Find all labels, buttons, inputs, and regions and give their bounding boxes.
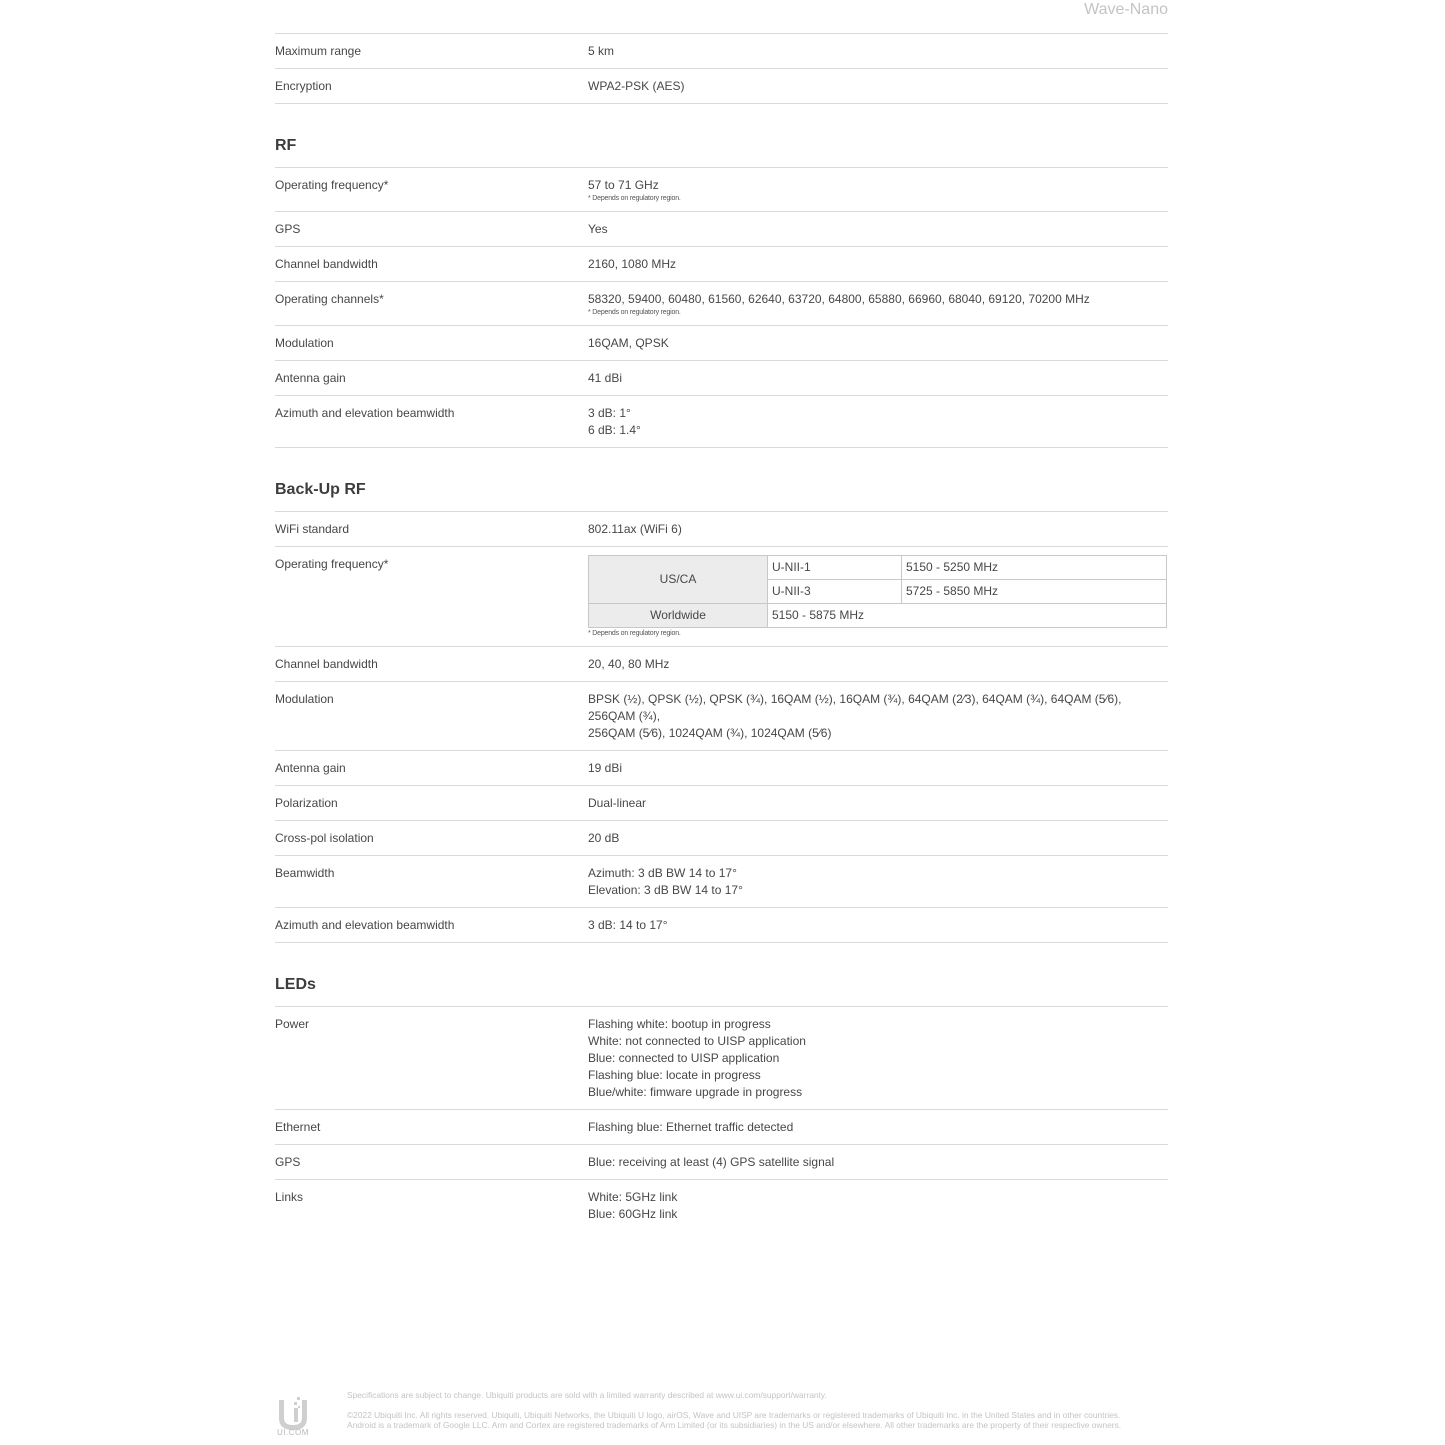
- region-worldwide: Worldwide: [589, 604, 768, 628]
- spec-value: [588, 291, 1168, 317]
- band-unii-3: U-NII-3: [768, 580, 902, 604]
- legal-text: [347, 1390, 1137, 1430]
- worldwide-range: 5150 - 5875 MHz: [768, 604, 1167, 628]
- spec-label: Antenna gain: [275, 761, 346, 775]
- section-title-backup-rf: Back-Up RF: [275, 447, 1168, 511]
- spec-value: 19 dBi: [588, 761, 623, 775]
- spec-value: [588, 865, 1168, 899]
- spec-value: [588, 1016, 1168, 1101]
- spec-label: Polarization: [275, 796, 338, 810]
- band-unii-3-range: 5725 - 5850 MHz: [902, 580, 1167, 604]
- spec-label: Operating channels*: [275, 292, 384, 306]
- spec-value: 16QAM, QPSK: [588, 336, 669, 350]
- spec-label: Ethernet: [275, 1120, 321, 1134]
- section-title-leds: LEDs: [275, 942, 1168, 1006]
- spec-value: Blue: receiving at least (4) GPS satellite signal: [588, 1155, 835, 1169]
- spec-label: Modulation: [275, 692, 334, 706]
- spec-row-beamwidth: [275, 855, 1168, 907]
- band-unii-1: U-NII-1: [768, 556, 902, 580]
- spec-row-backup-operating-frequency: [275, 546, 1168, 646]
- spec-value: Dual-linear: [588, 796, 647, 810]
- spec-value-line: BPSK (½), QPSK (½), QPSK (¾), 16QAM (½), 16QAM (¾), 64QAM (2⁄3), 64QAM (¾), 64QAM (5⁄6), 256QAM (¾),: [588, 692, 1122, 723]
- spec-label: Channel bandwidth: [275, 657, 378, 671]
- spec-label: Azimuth and elevation beamwidth: [275, 406, 455, 420]
- spec-label: Encryption: [275, 79, 332, 93]
- spec-label: Maximum range: [275, 44, 362, 58]
- spec-value-text: 57 to 71 GHz: [588, 178, 659, 192]
- spec-label: Operating frequency*: [275, 178, 389, 192]
- spec-value: 3 dB: 14 to 17°: [588, 918, 668, 932]
- spec-value-line: 256QAM (5⁄6), 1024QAM (¾), 1024QAM (5⁄6): [588, 726, 832, 740]
- region-us-ca: US/CA: [589, 556, 768, 604]
- spec-row-backup-antenna-gain: [275, 750, 1168, 785]
- footnote: * Depends on regulatory region.: [588, 195, 681, 202]
- spec-row-az-el-beamwidth: [275, 395, 1168, 447]
- spec-row-led-ethernet: [275, 1109, 1168, 1144]
- band-unii-1-range: 5150 - 5250 MHz: [902, 556, 1167, 580]
- spec-value: 2160, 1080 MHz: [588, 257, 677, 271]
- spec-label: Beamwidth: [275, 866, 335, 880]
- spec-label: WiFi standard: [275, 522, 350, 536]
- spec-value-text: 58320, 59400, 60480, 61560, 62640, 63720, 64800, 65880, 66960, 68040, 69120, 70200 MHz: [588, 292, 1090, 306]
- table-row: [589, 556, 1167, 580]
- warranty-text: Specifications are subject to change. Ubiquiti products are sold with a limited warranty described at www.ui.com/support/warranty.: [347, 1390, 827, 1400]
- spec-label: Links: [275, 1190, 304, 1204]
- spec-value: 41 dBi: [588, 371, 623, 385]
- spec-row-channel-bandwidth: [275, 246, 1168, 281]
- spec-row-operating-frequency: [275, 167, 1168, 211]
- spec-row-operating-channels: [275, 281, 1168, 325]
- spec-value: 20, 40, 80 MHz: [588, 657, 670, 671]
- spec-value: Yes: [588, 222, 608, 236]
- spec-label: Channel bandwidth: [275, 257, 378, 271]
- spec-value-line: White: 5GHz link: [588, 1190, 678, 1204]
- spec-sheet: [275, 33, 1168, 1231]
- section-title-rf: RF: [275, 103, 1168, 167]
- spec-row-maximum-range: [275, 33, 1168, 68]
- spec-value-line: Blue: 60GHz link: [588, 1207, 678, 1221]
- spec-value: [588, 405, 1168, 439]
- spec-value: [588, 691, 1168, 742]
- spec-value-line: Azimuth: 3 dB BW 14 to 17°: [588, 866, 737, 880]
- footnote: * Depends on regulatory region.: [588, 309, 681, 316]
- spec-label: Azimuth and elevation beamwidth: [275, 918, 455, 932]
- spec-row-modulation: [275, 325, 1168, 360]
- spec-row-cross-pol-isolation: [275, 820, 1168, 855]
- spec-value: [588, 1189, 1168, 1223]
- spec-value-line: 6 dB: 1.4°: [588, 423, 641, 437]
- spec-label: Power: [275, 1017, 310, 1031]
- spec-label: Modulation: [275, 336, 334, 350]
- spec-row-encryption: [275, 68, 1168, 103]
- logo-text: UI.COM: [277, 1428, 309, 1437]
- spec-value-line: 3 dB: 1°: [588, 406, 631, 420]
- spec-value: Flashing blue: Ethernet traffic detected: [588, 1120, 794, 1134]
- spec-label: Cross-pol isolation: [275, 831, 374, 845]
- spec-value-line: White: not connected to UISP application: [588, 1034, 806, 1048]
- spec-value-line: Flashing white: bootup in progress: [588, 1017, 771, 1031]
- spec-value: 802.11ax (WiFi 6): [588, 522, 682, 536]
- footnote: * Depends on regulatory region.: [588, 630, 681, 637]
- spec-row-led-links: [275, 1179, 1168, 1231]
- spec-row-polarization: [275, 785, 1168, 820]
- table-row: [589, 604, 1167, 628]
- spec-row-backup-az-el-beamwidth: [275, 907, 1168, 942]
- frequency-table: [588, 555, 1167, 628]
- spec-label: Antenna gain: [275, 371, 346, 385]
- spec-value: [588, 556, 1168, 638]
- spec-value: 5 km: [588, 44, 615, 58]
- document-title: Wave-Nano: [1084, 1, 1168, 18]
- spec-label: GPS: [275, 1155, 301, 1169]
- spec-row-gps: [275, 211, 1168, 246]
- spec-value: [588, 177, 1168, 203]
- spec-value-line: Blue: connected to UISP application: [588, 1051, 780, 1065]
- spec-row-backup-modulation: [275, 681, 1168, 750]
- spec-label: GPS: [275, 222, 301, 236]
- spec-value-line: Flashing blue: locate in progress: [588, 1068, 761, 1082]
- spec-label: Operating frequency*: [275, 557, 389, 571]
- spec-value: 20 dB: [588, 831, 620, 845]
- spec-row-antenna-gain: [275, 360, 1168, 395]
- spec-value-line: Blue/white: fimware upgrade in progress: [588, 1085, 803, 1099]
- spec-row-led-power: [275, 1006, 1168, 1109]
- copyright-text: ©2022 Ubiquiti Inc. All rights reserved. Ubiquiti, Ubiquiti Networks, the Ubiquiti U logo, airOS, Wave and UISP are trademarks or registered trademarks of Ubiquiti Inc. in the United States and in other countries. Android is a trademark of Google LLC. Arm and Cortex are registered trademarks of Arm Limited (or its subsidiaries) in the US and/or elsewhere. All other trademarks are the property of their respective owners.: [347, 1410, 1122, 1430]
- spec-value-line: Elevation: 3 dB BW 14 to 17°: [588, 883, 743, 897]
- spec-row-led-gps: [275, 1144, 1168, 1179]
- spec-value: WPA2-PSK (AES): [588, 79, 685, 93]
- spec-row-backup-channel-bandwidth: [275, 646, 1168, 681]
- spec-row-wifi-standard: [275, 511, 1168, 546]
